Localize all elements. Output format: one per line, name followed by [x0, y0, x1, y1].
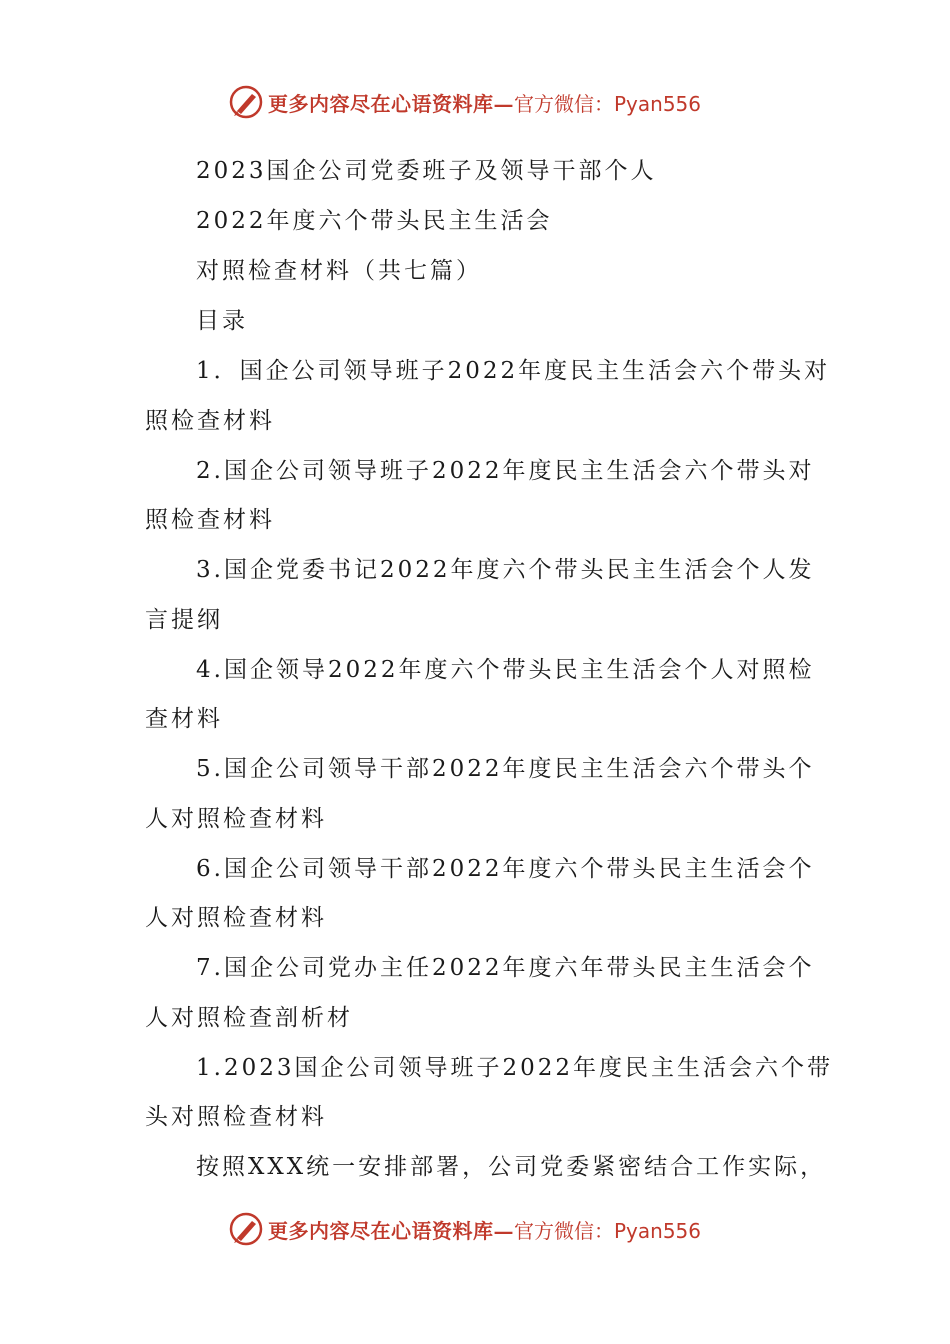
toc-item-1: 1．国企公司领导班子2022年度民主生活会六个带头对 — [196, 358, 831, 384]
toc-item-4: 4.国企领导2022年度六个带头民主生活会个人对照检 — [196, 657, 815, 683]
watermark-text: 更多内容尽在心语资料库— — [268, 1218, 514, 1243]
toc-item-7-cont: 人对照检查剖析材 — [145, 1005, 353, 1031]
doc-title-line-3: 对照检查材料（共七篇） — [196, 258, 482, 284]
body-paragraph-start: 按照XXX统一安排部署，公司党委紧密结合工作实际， — [196, 1154, 827, 1180]
section-heading: 1.2023国企公司领导班子2022年度民主生活会六个带 — [196, 1055, 834, 1081]
section-heading-cont: 头对照检查材料 — [145, 1104, 327, 1130]
toc-item-5: 5.国企公司领导干部2022年度民主生活会六个带头个 — [196, 756, 815, 782]
toc-item-4-cont: 查材料 — [145, 706, 223, 732]
watermark-banner-top — [228, 82, 701, 122]
toc-item-3-cont: 言提纲 — [145, 607, 223, 633]
watermark-banner-bottom — [228, 1209, 701, 1249]
doc-title-line-1: 2023国企公司党委班子及领导干部个人 — [196, 158, 657, 184]
toc-item-7: 7.国企公司党办主任2022年度六年带头民主生活会个 — [196, 955, 815, 981]
watermark-wechat: 官方微信：Pyan556 — [514, 1218, 702, 1243]
pen-logo-icon — [228, 1211, 264, 1247]
toc-item-1-cont: 照检查材料 — [145, 408, 275, 434]
toc-item-6: 6.国企公司领导干部2022年度六个带头民主生活会个 — [196, 856, 815, 882]
watermark-text: 更多内容尽在心语资料库— — [268, 91, 514, 116]
toc-heading: 目录 — [196, 308, 248, 334]
toc-item-2: 2.国企公司领导班子2022年度民主生活会六个带头对 — [196, 458, 815, 484]
doc-title-line-2: 2022年度六个带头民主生活会 — [196, 208, 553, 234]
toc-item-6-cont: 人对照检查材料 — [145, 905, 327, 931]
toc-item-5-cont: 人对照检查材料 — [145, 806, 327, 832]
toc-item-3: 3.国企党委书记2022年度六个带头民主生活会个人发 — [196, 557, 815, 583]
watermark-wechat: 官方微信：Pyan556 — [514, 91, 702, 116]
toc-item-2-cont: 照检查材料 — [145, 507, 275, 533]
pen-logo-icon — [228, 84, 264, 120]
